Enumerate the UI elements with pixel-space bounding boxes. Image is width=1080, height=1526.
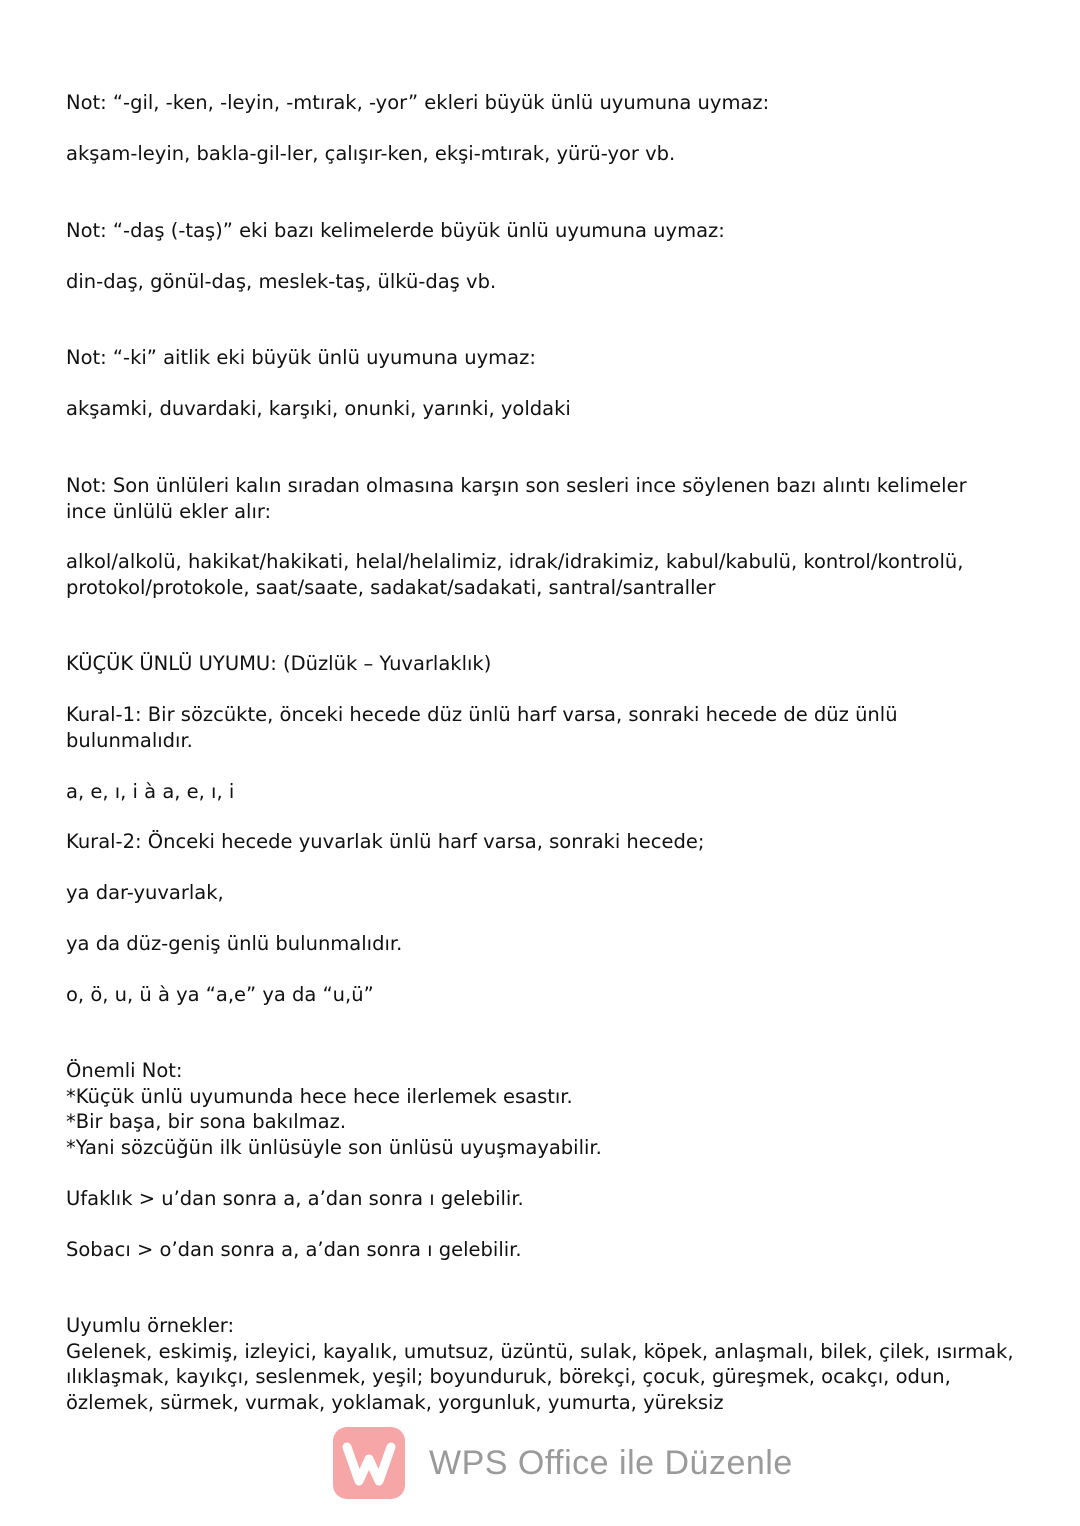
rule-2-option-1 [66,880,1016,906]
important-note-item-2: *Bir başa, bir sona bakılmaz. [66,1110,347,1133]
harmonic-examples-line-3: özlemek, sürmek, vurmak, yoklamak, yorgunluk, yumurta, yüreksiz [66,1390,724,1414]
examples-ki [66,396,1016,422]
rule-2-option-2-text: ya da düz-geniş ünlü bulunmalıdır. [66,932,403,955]
rule-1-line-1: Kural-1: Bir sözcükte, önceki hecede düz ünlü harf varsa, sonraki hecede de düz ünlü [66,703,898,726]
example-sobaci [66,1237,1016,1263]
examples-ki-text: akşamki, duvardaki, karşıki, onunki, yarınki, yoldaki [66,397,571,420]
rule-2 [66,829,1016,855]
harmonic-examples-line-1: Gelenek, eskimiş, izleyici, kayalık, umutsuz, üzüntü, sulak, köpek, anlaşmalı, bilek, çilek, ısırmak, [66,1339,1014,1363]
wps-logo-icon [333,1427,405,1499]
note-loanwords-line-2: ince ünlülü ekler alır: [66,499,272,523]
note-loanwords [66,473,1016,524]
examples-das [66,269,1016,295]
note-das-text: Not: “-daş (-taş)” eki bazı kelimelerde büyük ünlü uyumuna uymaz: [66,219,725,242]
important-note-item-3: *Yani sözcüğün ilk ünlüsüyle son ünlüsü uyuşmayabilir. [66,1135,602,1159]
note-loanwords-line-1: Not: Son ünlüleri kalın sıradan olmasına karşın son sesleri ince söylenen bazı alıntı kelimeler [66,474,967,497]
rule-2-option-1-text: ya dar-yuvarlak, [66,881,224,904]
harmonic-examples-line-2: ılıklaşmak, kayıkçı, seslenmek, yeşil; boyunduruk, börekçi, çocuk, güreşmek, ocakçı, odun, [66,1365,951,1388]
note-suffixes-text: Not: “-gil, -ken, -leyin, -mtırak, -yor” ekleri büyük ünlü uyumuna uymaz: [66,91,770,114]
rule-2-text: Kural-2: Önceki hecede yuvarlak ünlü harf varsa, sonraki hecede; [66,830,705,853]
examples-das-text: din-daş, gönül-daş, meslek-taş, ülkü-daş vb. [66,270,497,293]
section-heading-small-harmony [66,651,1016,677]
rule-1-line-2: bulunmalıdır. [66,728,193,752]
important-note-item-1: *Küçük ünlü uyumunda hece hece ilerlemek esastır. [66,1084,573,1108]
example-ufaklik [66,1186,1016,1212]
example-ufaklik-text: Ufaklık > u’dan sonra a, a’dan sonra ı gelebilir. [66,1187,524,1210]
harmonic-examples-title: Uyumlu örnekler: [66,1314,235,1337]
wps-watermark[interactable] [333,1425,793,1501]
note-das [66,218,1016,244]
examples-loanwords-line-2: protokol/protokole, saat/saate, sadakat/sadakati, santral/santraller [66,575,716,599]
section-heading-text: KÜÇÜK ÜNLÜ UYUMU: (Düzlük – Yuvarlaklık) [66,652,492,675]
note-suffixes [66,90,1016,116]
rule-1-example [66,779,1016,805]
harmonic-examples [66,1313,1016,1415]
rule-2-example-text: o, ö, u, ü à ya “a,e” ya da “u,ü” [66,983,374,1006]
rule-2-option-2 [66,931,1016,957]
rule-1-example-text: a, e, ı, i à a, e, ı, i [66,780,235,803]
wps-watermark-text: WPS Office ile Düzenle [429,1443,793,1482]
examples-loanwords-line-1: alkol/alkolü, hakikat/hakikati, helal/helalimiz, idrak/idrakimiz, kabul/kabulü, kontrol/kontrolü, [66,550,964,573]
examples-suffixes-text: akşam-leyin, bakla-gil-ler, çalışır-ken, ekşi-mtırak, yürü-yor vb. [66,142,676,165]
note-ki-text: Not: “-ki” aitlik eki büyük ünlü uyumuna uymaz: [66,346,536,369]
note-ki [66,345,1016,371]
examples-suffixes [66,141,1016,167]
rule-1 [66,702,1016,753]
important-note [66,1058,1016,1160]
rule-2-example [66,982,1016,1008]
examples-loanwords [66,549,1016,600]
example-sobaci-text: Sobacı > o’dan sonra a, a’dan sonra ı gelebilir. [66,1238,522,1261]
important-note-title: Önemli Not: [66,1059,183,1082]
